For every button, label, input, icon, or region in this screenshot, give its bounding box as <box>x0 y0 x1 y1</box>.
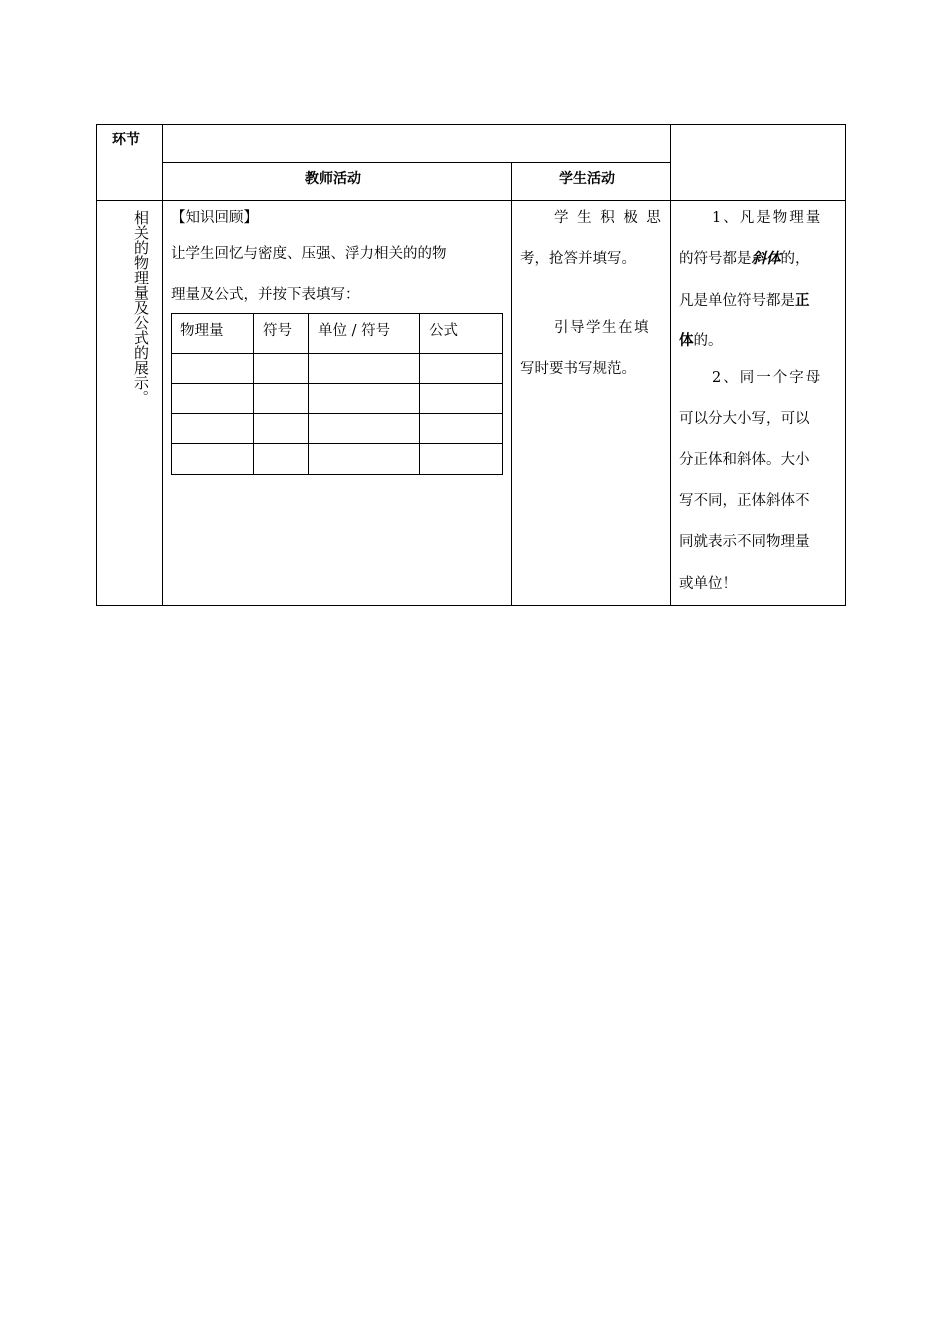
note-line2 <box>679 247 810 268</box>
stage-description: 相关的物理量及公式的展示。 <box>132 210 150 405</box>
italic-emphasis: 斜体 <box>751 251 781 267</box>
inner-line <box>171 413 503 414</box>
note-line6: 可以分大小写，可以 <box>679 411 810 427</box>
note-line9: 同就表示不同物理量 <box>679 534 810 550</box>
inner-line <box>171 443 503 444</box>
student-line2: 考，抢答并填写。 <box>520 251 636 267</box>
table-header-formula: 公式 <box>429 323 458 339</box>
table-border-bottom <box>96 605 846 606</box>
table-border-top <box>96 124 846 125</box>
inner-line <box>253 313 254 475</box>
note-line4 <box>679 329 723 350</box>
student-line3: 引导学生在填 <box>554 320 650 336</box>
header-teacher-activity: 教师活动 <box>305 171 361 187</box>
inner-line <box>171 313 172 475</box>
table-border-right <box>845 124 846 606</box>
table-border-left <box>96 124 97 606</box>
note-text: 的。 <box>693 333 723 349</box>
table-header-unit: 单位 / 符号 <box>318 323 391 339</box>
inner-line <box>419 313 420 475</box>
inner-line <box>308 313 309 475</box>
note-line7: 分正体和斜体。大小 <box>679 452 810 468</box>
teacher-instruction-line2: 理量及公式，并按下表填写： <box>171 287 360 303</box>
note-line8: 写不同，正体斜体不 <box>679 493 810 509</box>
inner-line <box>171 474 503 475</box>
header-bottom <box>96 200 846 201</box>
inner-line <box>502 313 503 475</box>
student-line4: 写时要书写规范。 <box>520 361 636 377</box>
teacher-instruction-line1: 让学生回忆与密度、压强、浮力相关的的物 <box>171 246 447 262</box>
note-line10: 或单位！ <box>679 576 737 592</box>
bold-emphasis: 体 <box>679 333 694 349</box>
note-line5: 2、同一个字母 <box>712 370 823 386</box>
inner-line <box>171 313 503 314</box>
note-text: 凡是单位符号都是 <box>679 293 795 309</box>
note-text: 的符号都是 <box>679 251 752 267</box>
inner-line <box>171 383 503 384</box>
bold-emphasis: 正 <box>795 293 810 309</box>
table-header-symbol: 符号 <box>263 323 292 339</box>
student-line1: 学 生 积 极 思 <box>554 210 663 226</box>
note-line1: 1、凡是物理量 <box>712 210 823 226</box>
header-stage: 环节 <box>112 132 140 148</box>
header-student-activity: 学生活动 <box>559 171 615 187</box>
table-header-quantity: 物理量 <box>180 323 224 339</box>
header-divider <box>162 162 670 163</box>
teacher-section-title: 【知识回顾】 <box>171 210 258 226</box>
note-text: 的， <box>780 251 810 267</box>
col-divider-1 <box>162 124 163 606</box>
col-divider-3 <box>670 124 671 606</box>
col-divider-2 <box>511 162 512 606</box>
note-line3 <box>679 289 810 310</box>
inner-line <box>171 353 503 354</box>
